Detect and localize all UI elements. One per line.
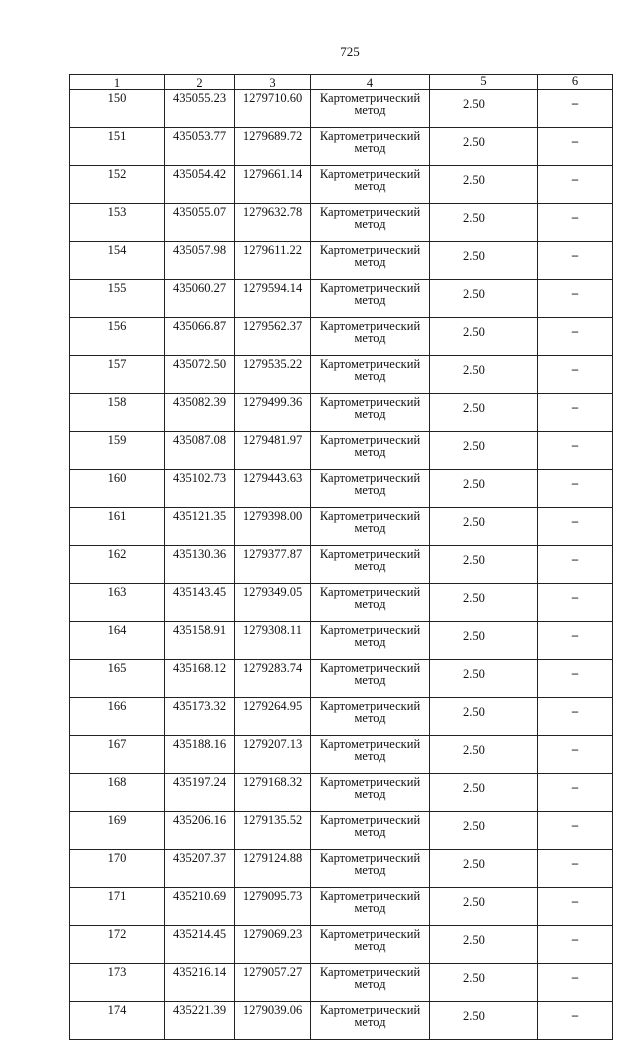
accuracy-cell: 2.50: [430, 736, 538, 774]
x-coordinate-cell: 435054.42: [165, 166, 235, 204]
point-number-cell: 166: [70, 698, 165, 736]
accuracy-cell: 2.50: [430, 280, 538, 318]
method-text-line: Картометрический: [319, 661, 421, 675]
method-text-line: метод: [354, 939, 386, 953]
y-coordinate-cell: 1279057.27: [235, 964, 311, 1002]
note-cell: –: [538, 736, 613, 774]
y-coordinate-cell: 1279308.11: [235, 622, 311, 660]
note-cell: –: [538, 166, 613, 204]
point-number-cell: 156: [70, 318, 165, 356]
column-header-3: 3: [235, 75, 311, 90]
method-cell: [311, 1002, 430, 1040]
method-text-line: Картометрический: [319, 471, 421, 485]
accuracy-cell: 2.50: [430, 546, 538, 584]
accuracy-cell: 2.50: [430, 242, 538, 280]
method-cell: [311, 546, 430, 584]
note-cell: –: [538, 584, 613, 622]
note-cell: –: [538, 470, 613, 508]
x-coordinate-cell: 435197.24: [165, 774, 235, 812]
method-text-line: Картометрический: [319, 509, 421, 523]
note-cell: –: [538, 964, 613, 1002]
accuracy-cell: 2.50: [430, 432, 538, 470]
method-cell: [311, 280, 430, 318]
point-number-cell: 159: [70, 432, 165, 470]
x-coordinate-cell: 435130.36: [165, 546, 235, 584]
method-text-line: Картометрический: [319, 699, 421, 713]
accuracy-cell: 2.50: [430, 774, 538, 812]
y-coordinate-cell: 1279349.05: [235, 584, 311, 622]
table-row: [70, 318, 613, 356]
method-text-line: метод: [354, 331, 386, 345]
note-cell: –: [538, 812, 613, 850]
accuracy-cell: 2.50: [430, 660, 538, 698]
method-text-line: Картометрический: [319, 889, 421, 903]
table-row: [70, 698, 613, 736]
y-coordinate-cell: 1279562.37: [235, 318, 311, 356]
method-cell: [311, 584, 430, 622]
accuracy-cell: 2.50: [430, 926, 538, 964]
method-text-line: метод: [354, 445, 386, 459]
point-number-cell: 170: [70, 850, 165, 888]
column-header-2: 2: [165, 75, 235, 90]
point-number-cell: 158: [70, 394, 165, 432]
method-text-line: Картометрический: [319, 965, 421, 979]
method-text-line: Картометрический: [319, 205, 421, 219]
method-cell: [311, 812, 430, 850]
y-coordinate-cell: 1279481.97: [235, 432, 311, 470]
method-text-line: метод: [354, 217, 386, 231]
point-number-cell: 168: [70, 774, 165, 812]
method-text-line: метод: [354, 369, 386, 383]
method-text-line: Картометрический: [319, 167, 421, 181]
table-row: [70, 508, 613, 546]
y-coordinate-cell: 1279264.95: [235, 698, 311, 736]
method-text-line: метод: [354, 255, 386, 269]
method-cell: [311, 432, 430, 470]
method-text-line: метод: [354, 901, 386, 915]
table-row: [70, 926, 613, 964]
table-row: [70, 888, 613, 926]
method-text-line: Картометрический: [319, 623, 421, 637]
method-text-line: Картометрический: [319, 281, 421, 295]
y-coordinate-cell: 1279039.06: [235, 1002, 311, 1040]
y-coordinate-cell: 1279377.87: [235, 546, 311, 584]
method-text-line: Картометрический: [319, 737, 421, 751]
accuracy-cell: 2.50: [430, 318, 538, 356]
accuracy-cell: 2.50: [430, 470, 538, 508]
y-coordinate-cell: 1279499.36: [235, 394, 311, 432]
method-text-line: Картометрический: [319, 775, 421, 789]
table-row: [70, 660, 613, 698]
column-header-6: 6: [538, 75, 613, 90]
method-text-line: Картометрический: [319, 433, 421, 447]
table-row: [70, 1002, 613, 1040]
method-cell: [311, 888, 430, 926]
x-coordinate-cell: 435158.91: [165, 622, 235, 660]
table-row: [70, 546, 613, 584]
y-coordinate-cell: 1279710.60: [235, 90, 311, 128]
note-cell: –: [538, 280, 613, 318]
method-cell: [311, 204, 430, 242]
method-cell: [311, 242, 430, 280]
method-cell: [311, 698, 430, 736]
point-number-cell: 152: [70, 166, 165, 204]
method-cell: [311, 394, 430, 432]
x-coordinate-cell: 435188.16: [165, 736, 235, 774]
method-text-line: Картометрический: [319, 319, 421, 333]
table-row: [70, 812, 613, 850]
method-text-line: метод: [354, 407, 386, 421]
method-cell: [311, 470, 430, 508]
table-row: [70, 470, 613, 508]
method-text-line: Картометрический: [319, 91, 421, 105]
method-text-line: метод: [354, 483, 386, 497]
x-coordinate-cell: 435214.45: [165, 926, 235, 964]
accuracy-cell: 2.50: [430, 356, 538, 394]
method-text-line: Картометрический: [319, 243, 421, 257]
table-row: [70, 128, 613, 166]
note-cell: –: [538, 432, 613, 470]
x-coordinate-cell: 435207.37: [165, 850, 235, 888]
x-coordinate-cell: 435087.08: [165, 432, 235, 470]
y-coordinate-cell: 1279594.14: [235, 280, 311, 318]
note-cell: –: [538, 508, 613, 546]
x-coordinate-cell: 435168.12: [165, 660, 235, 698]
coordinates-table: [69, 74, 613, 1040]
method-text-line: Картометрический: [319, 927, 421, 941]
x-coordinate-cell: 435055.23: [165, 90, 235, 128]
note-cell: –: [538, 1002, 613, 1040]
point-number-cell: 151: [70, 128, 165, 166]
note-cell: –: [538, 622, 613, 660]
accuracy-cell: 2.50: [430, 166, 538, 204]
accuracy-cell: 2.50: [430, 698, 538, 736]
method-text-line: метод: [354, 711, 386, 725]
y-coordinate-cell: 1279207.13: [235, 736, 311, 774]
table-row: [70, 622, 613, 660]
y-coordinate-cell: 1279689.72: [235, 128, 311, 166]
method-text-line: метод: [354, 749, 386, 763]
table-body: [70, 90, 613, 1040]
table-row: [70, 90, 613, 128]
x-coordinate-cell: 435066.87: [165, 318, 235, 356]
note-cell: –: [538, 204, 613, 242]
point-number-cell: 174: [70, 1002, 165, 1040]
table-row: [70, 584, 613, 622]
method-text-line: метод: [354, 559, 386, 573]
point-number-cell: 154: [70, 242, 165, 280]
table-row: [70, 204, 613, 242]
point-number-cell: 167: [70, 736, 165, 774]
note-cell: –: [538, 926, 613, 964]
column-header-1: 1: [70, 75, 165, 90]
x-coordinate-cell: 435057.98: [165, 242, 235, 280]
method-text-line: Картометрический: [319, 813, 421, 827]
accuracy-cell: 2.50: [430, 128, 538, 166]
method-cell: [311, 318, 430, 356]
method-text-line: метод: [354, 141, 386, 155]
point-number-cell: 155: [70, 280, 165, 318]
note-cell: –: [538, 774, 613, 812]
table-row: [70, 280, 613, 318]
point-number-cell: 164: [70, 622, 165, 660]
method-cell: [311, 622, 430, 660]
point-number-cell: 172: [70, 926, 165, 964]
point-number-cell: 161: [70, 508, 165, 546]
y-coordinate-cell: 1279632.78: [235, 204, 311, 242]
x-coordinate-cell: 435055.07: [165, 204, 235, 242]
x-coordinate-cell: 435143.45: [165, 584, 235, 622]
table-row: [70, 736, 613, 774]
method-text-line: Картометрический: [319, 129, 421, 143]
note-cell: –: [538, 90, 613, 128]
table-header-row: [70, 75, 613, 90]
accuracy-cell: 2.50: [430, 622, 538, 660]
method-text-line: Картометрический: [319, 585, 421, 599]
method-cell: [311, 166, 430, 204]
y-coordinate-cell: 1279069.23: [235, 926, 311, 964]
method-text-line: Картометрический: [319, 851, 421, 865]
point-number-cell: 163: [70, 584, 165, 622]
note-cell: –: [538, 850, 613, 888]
y-coordinate-cell: 1279611.22: [235, 242, 311, 280]
note-cell: –: [538, 660, 613, 698]
method-text-line: метод: [354, 103, 386, 117]
method-text-line: метод: [354, 635, 386, 649]
accuracy-cell: 2.50: [430, 964, 538, 1002]
x-coordinate-cell: 435216.14: [165, 964, 235, 1002]
note-cell: –: [538, 242, 613, 280]
x-coordinate-cell: 435082.39: [165, 394, 235, 432]
accuracy-cell: 2.50: [430, 204, 538, 242]
y-coordinate-cell: 1279661.14: [235, 166, 311, 204]
method-text-line: метод: [354, 787, 386, 801]
method-text-line: метод: [354, 1015, 386, 1029]
x-coordinate-cell: 435173.32: [165, 698, 235, 736]
method-cell: [311, 774, 430, 812]
accuracy-cell: 2.50: [430, 394, 538, 432]
table-row: [70, 356, 613, 394]
method-text-line: Картометрический: [319, 1003, 421, 1017]
method-cell: [311, 660, 430, 698]
y-coordinate-cell: 1279168.32: [235, 774, 311, 812]
method-cell: [311, 926, 430, 964]
point-number-cell: 173: [70, 964, 165, 1002]
method-cell: [311, 964, 430, 1002]
method-text-line: метод: [354, 977, 386, 991]
note-cell: –: [538, 888, 613, 926]
method-text-line: метод: [354, 825, 386, 839]
note-cell: –: [538, 128, 613, 166]
method-cell: [311, 128, 430, 166]
y-coordinate-cell: 1279124.88: [235, 850, 311, 888]
x-coordinate-cell: 435102.73: [165, 470, 235, 508]
note-cell: –: [538, 546, 613, 584]
method-cell: [311, 356, 430, 394]
method-text-line: метод: [354, 673, 386, 687]
y-coordinate-cell: 1279535.22: [235, 356, 311, 394]
table-row: [70, 964, 613, 1002]
y-coordinate-cell: 1279135.52: [235, 812, 311, 850]
x-coordinate-cell: 435221.39: [165, 1002, 235, 1040]
y-coordinate-cell: 1279398.00: [235, 508, 311, 546]
method-text-line: метод: [354, 597, 386, 611]
note-cell: –: [538, 394, 613, 432]
accuracy-cell: 2.50: [430, 90, 538, 128]
accuracy-cell: 2.50: [430, 1002, 538, 1040]
x-coordinate-cell: 435206.16: [165, 812, 235, 850]
accuracy-cell: 2.50: [430, 850, 538, 888]
method-text-line: Картометрический: [319, 547, 421, 561]
x-coordinate-cell: 435072.50: [165, 356, 235, 394]
y-coordinate-cell: 1279443.63: [235, 470, 311, 508]
y-coordinate-cell: 1279283.74: [235, 660, 311, 698]
point-number-cell: 153: [70, 204, 165, 242]
x-coordinate-cell: 435210.69: [165, 888, 235, 926]
point-number-cell: 165: [70, 660, 165, 698]
method-cell: [311, 736, 430, 774]
page-number: 725: [340, 44, 360, 59]
table-row: [70, 432, 613, 470]
note-cell: –: [538, 318, 613, 356]
note-cell: –: [538, 698, 613, 736]
point-number-cell: 157: [70, 356, 165, 394]
table-row: [70, 166, 613, 204]
point-number-cell: 160: [70, 470, 165, 508]
point-number-cell: 150: [70, 90, 165, 128]
accuracy-cell: 2.50: [430, 508, 538, 546]
table-row: [70, 394, 613, 432]
table-row: [70, 850, 613, 888]
method-text-line: Картометрический: [319, 395, 421, 409]
point-number-cell: 162: [70, 546, 165, 584]
column-header-4: 4: [311, 75, 430, 90]
x-coordinate-cell: 435060.27: [165, 280, 235, 318]
method-cell: [311, 508, 430, 546]
point-number-cell: 171: [70, 888, 165, 926]
method-cell: [311, 850, 430, 888]
x-coordinate-cell: 435121.35: [165, 508, 235, 546]
note-cell: –: [538, 356, 613, 394]
column-header-5: 5: [430, 75, 538, 90]
method-cell: [311, 90, 430, 128]
x-coordinate-cell: 435053.77: [165, 128, 235, 166]
accuracy-cell: 2.50: [430, 812, 538, 850]
table-row: [70, 774, 613, 812]
method-text-line: метод: [354, 293, 386, 307]
method-text-line: метод: [354, 179, 386, 193]
point-number-cell: 169: [70, 812, 165, 850]
accuracy-cell: 2.50: [430, 888, 538, 926]
method-text-line: Картометрический: [319, 357, 421, 371]
table-row: [70, 242, 613, 280]
method-text-line: метод: [354, 521, 386, 535]
accuracy-cell: 2.50: [430, 584, 538, 622]
method-text-line: метод: [354, 863, 386, 877]
y-coordinate-cell: 1279095.73: [235, 888, 311, 926]
